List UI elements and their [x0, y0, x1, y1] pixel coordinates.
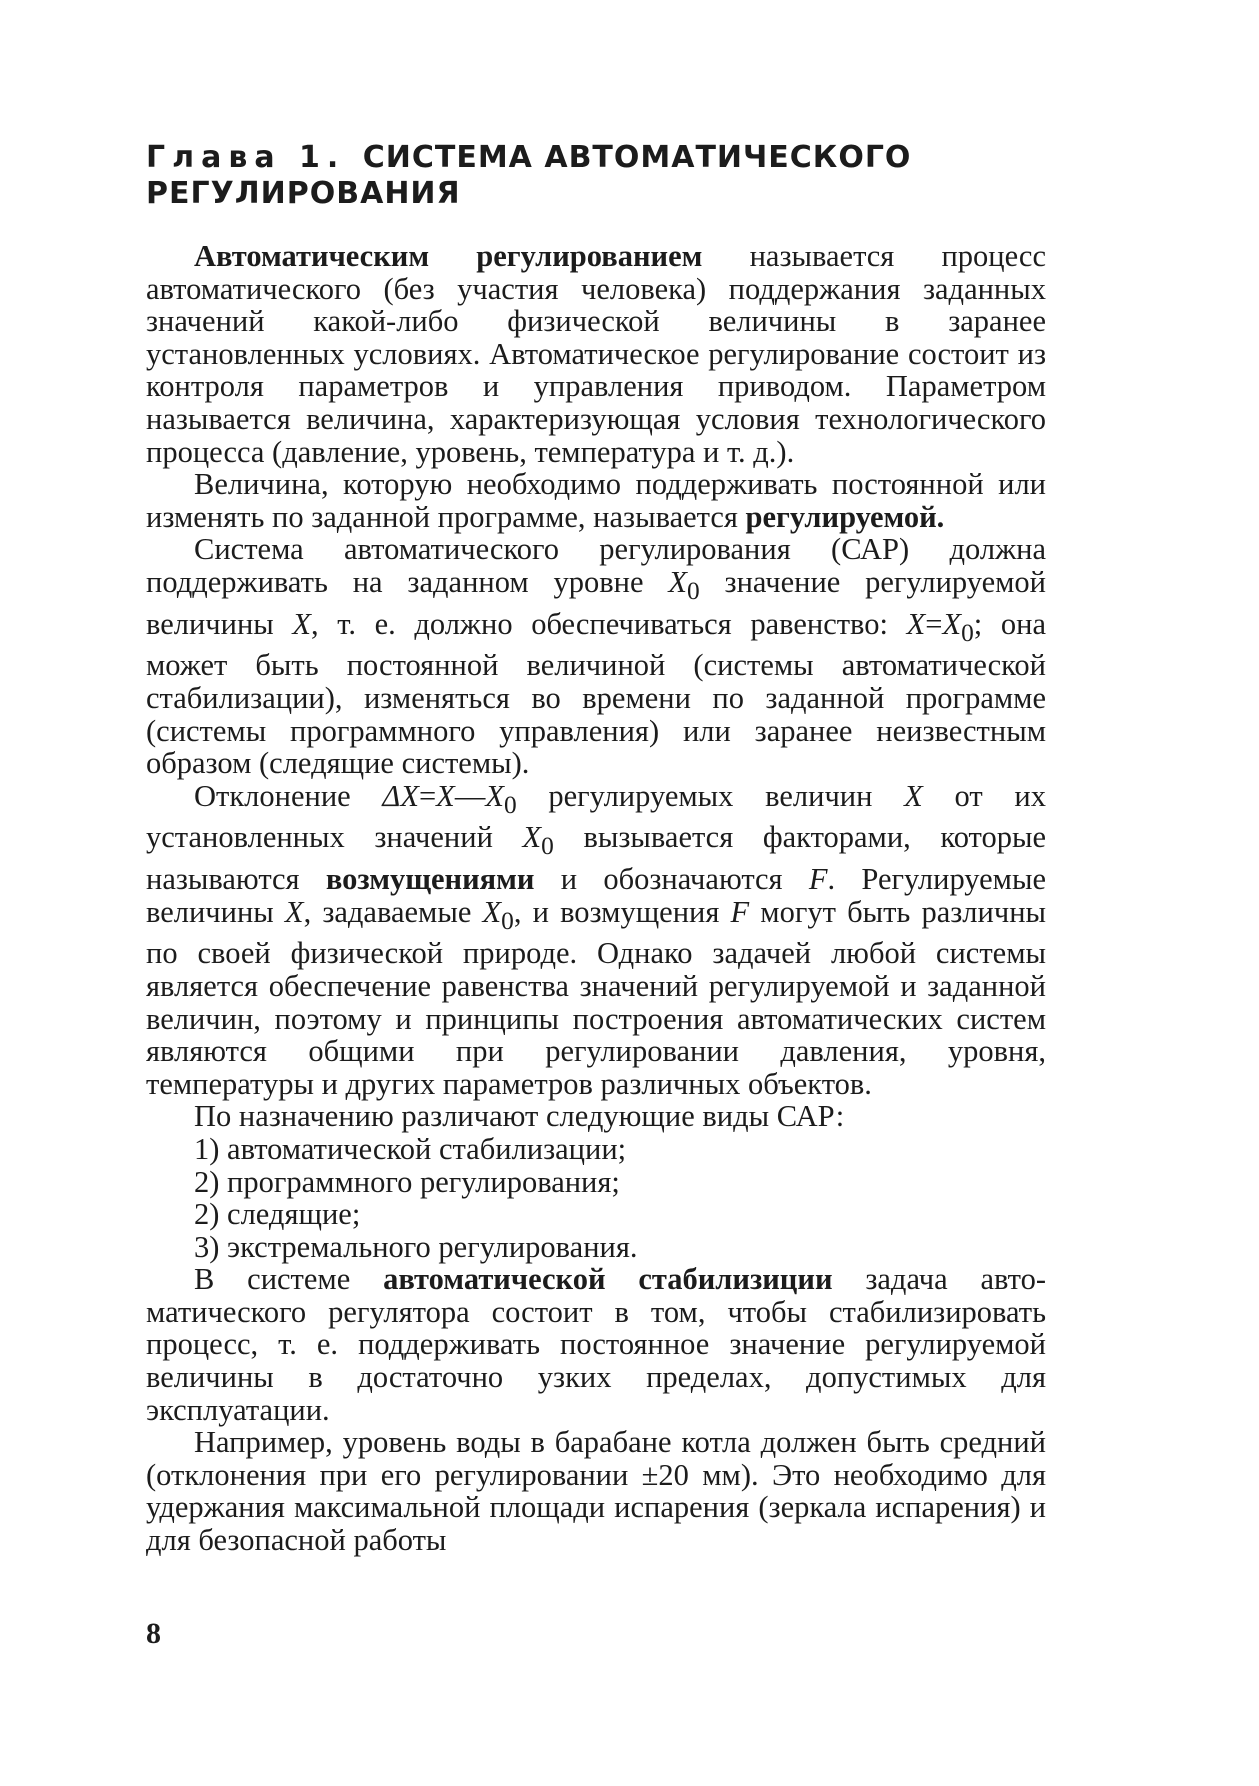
subscript: 0 — [503, 790, 517, 819]
list-item: 2) программного регулирования; — [194, 1164, 620, 1199]
list-item: 3) экстремального регулирования. — [194, 1229, 638, 1264]
subscript: 0 — [541, 832, 554, 861]
paragraph-text: ; она может быть постоянной величиной (системы автоматической стабилизации), изменяться во времени по заданной программе (системы программного управления) или заранее неизвестным образом (следящие системы). — [146, 606, 1046, 781]
symbol-x: X — [284, 894, 304, 929]
paragraph-text: задача автоматического регулятора состоит в том, чтобы стабилизировать процесс, т. е. поддерживать постоянное значение регулируемой величины в достаточно узких пределах, допустимых для эксплуатации. — [146, 1262, 1046, 1427]
paragraph-text: регулируемых величин — [516, 778, 905, 813]
symbol-x: X — [906, 606, 926, 641]
term-regulated: регулируемой. — [745, 499, 945, 534]
symbol-x: X — [436, 778, 455, 813]
list-item: 1) автоматической стабилизации; — [194, 1131, 627, 1166]
paragraph-text: вызывается факторами, которые называются — [146, 820, 1046, 897]
paragraph-stabilization — [146, 1263, 1046, 1426]
minus-sign: — — [454, 778, 486, 813]
symbol-x: X — [668, 564, 688, 599]
paragraph-example: Например, уровень воды в барабане котла должен быть средний (отклонения при его регулировании ±20 мм). Это необходимо для удержания максимальной площади испарения (зеркала испарения) и для безопасной работы — [146, 1425, 1046, 1558]
page-number: 8 — [146, 1617, 161, 1650]
paragraph-text: Величина, которую необходимо поддерживать постоянной или изменять по заданной программе, называется — [146, 467, 1046, 534]
symbol-x: X — [522, 820, 542, 855]
term-disturbances: возмущениями — [325, 862, 535, 897]
chapter-label: Глава 1. — [146, 140, 346, 175]
paragraph-types-intro: По назначению различают следующие виды САР: — [194, 1099, 845, 1134]
symbol-x: X — [904, 778, 923, 813]
paragraph-text: , задаваемые — [303, 894, 483, 929]
symbol-x: X — [485, 778, 504, 813]
chapter-title-line2: РЕГУЛИРОВАНИЯ — [146, 176, 461, 211]
symbol-delta-x: ΔX — [382, 778, 419, 813]
term-stabilization: автоматической стабилизиции — [383, 1262, 833, 1297]
chapter-title-line1: СИСТЕМА АВТОМАТИЧЕСКОГО — [362, 140, 912, 175]
paragraph-regulated-value — [146, 468, 1046, 533]
body-text — [146, 240, 1046, 1557]
paragraph-text: Система автоматического регулирования (САР) должна поддерживать на заданном уровне — [146, 532, 1046, 599]
equals-sign: = — [418, 778, 437, 813]
symbol-x: X — [482, 894, 502, 929]
equals-sign: = — [925, 606, 943, 641]
symbol-x: X — [292, 606, 312, 641]
subscript: 0 — [961, 618, 974, 647]
paragraph-text: от их установленных значений — [146, 778, 1047, 855]
symbol-f: F — [808, 862, 828, 897]
paragraph-text: Отклонение — [194, 778, 383, 813]
subscript: 0 — [501, 906, 514, 935]
paragraph-text: могут быть различны по своей физической природе. Однако задачей любой системы является обеспечение равенства значений регулируемой и заданной величин, поэтому и принципы построения автоматических систем являются общими при регулировании давления, уровня, температуры и других параметров различных объектов. — [146, 894, 1047, 1101]
paragraph-text: , и возмущения — [513, 894, 731, 929]
paragraph-text: значение регулируемой величины — [146, 564, 1046, 641]
symbol-x: X — [942, 606, 962, 641]
paragraph-text: и обозначаются — [534, 862, 809, 897]
paragraph-sar — [146, 533, 1046, 779]
paragraph-definition — [146, 240, 1046, 468]
paragraph-deviation — [146, 780, 1046, 1101]
paragraph-text: называется процесс автоматического (без участия человека) поддержания заданных значений какой-либо физической величины в заранее установленных условиях. Автоматическое регулирование состоит из контроля параметров и управления приводом. Параметром называется величина, характеризующая условия технологического процесса (давление, уровень, температура и т. д.). — [146, 239, 1046, 469]
symbol-f: F — [730, 894, 750, 929]
term-automatic-regulation: Автоматическим регулированием — [194, 239, 703, 273]
paragraph-text: В системе — [194, 1262, 384, 1297]
subscript: 0 — [687, 577, 700, 606]
chapter-heading — [146, 140, 1046, 212]
paragraph-text: . Регулируемые величины — [146, 862, 1047, 929]
paragraph-text: , т. е. должно обеспечиваться равенство: — [311, 606, 907, 641]
list-item: 2) следящие; — [194, 1197, 361, 1232]
